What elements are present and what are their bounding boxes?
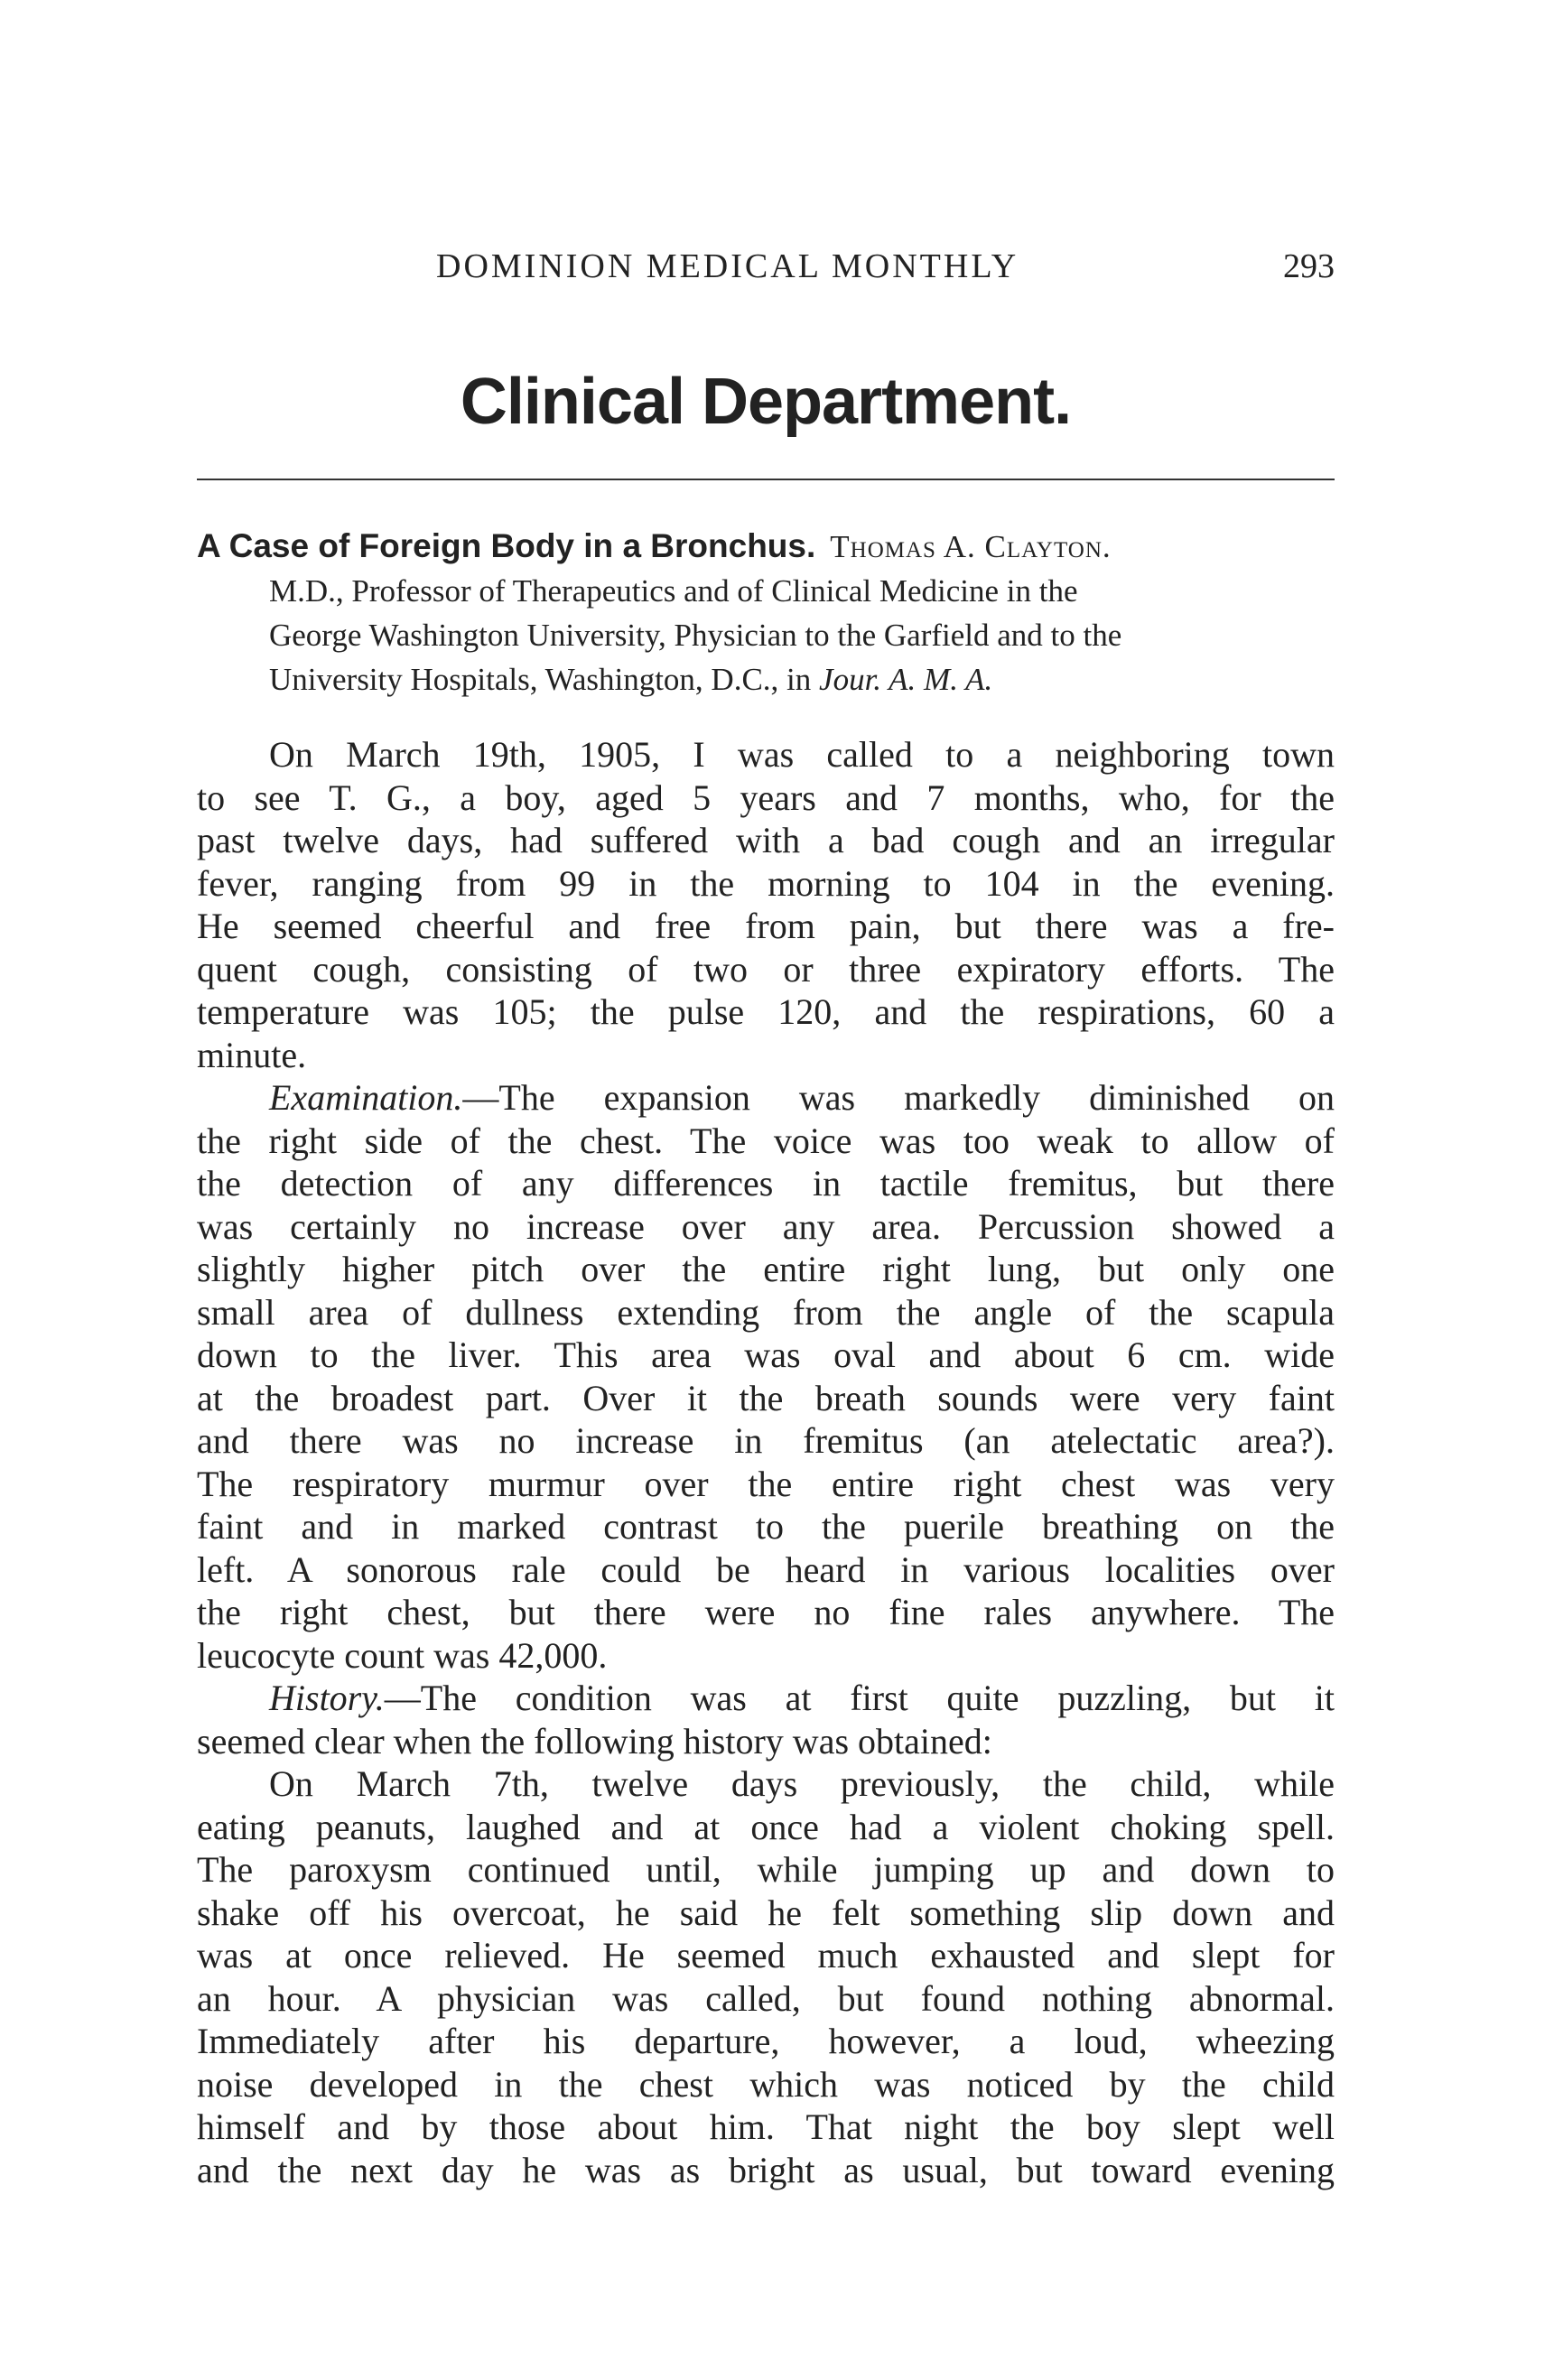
text-line: was at once relieved. He seemed much exhausted and slept for — [197, 1935, 1335, 1976]
text-line: seemed clear when the following history was obtained: — [197, 1720, 992, 1762]
section-title: Clinical Department. — [460, 366, 1072, 438]
text-line: quent cough, consisting of two or three expiratory efforts. The — [197, 948, 1335, 990]
examination-first-line — [197, 1076, 1335, 1120]
text-line: and the next day he was as bright as usual, but toward evening — [197, 2149, 1335, 2190]
article-heading — [197, 524, 1335, 702]
section-divider — [197, 479, 1335, 480]
credentials-text: University Hospitals, Washington, D.C., in — [269, 662, 812, 697]
text-line: slightly higher pitch over the entire right lung, but only one — [197, 1249, 1335, 1289]
text-line: temperature was 105; the pulse 120, and the respirations, 60 a — [197, 991, 1335, 1032]
text-line: to see T. G., a boy, aged 5 years and 7 months, who, for the — [197, 776, 1335, 818]
running-head — [197, 239, 1335, 293]
text-line: small area of dullness extending from the angle of the scapula — [197, 1291, 1335, 1333]
examination-label: Examination. — [269, 1077, 463, 1118]
text-line: at the broadest part. Over it the breath sounds were very faint — [197, 1377, 1335, 1418]
text-line: minute. — [197, 1034, 307, 1075]
article-body — [197, 733, 1335, 2191]
text-line: On March 7th, twelve days previously, the child, while — [269, 1763, 1335, 1804]
text-line: Immediately after his departure, however, a loud, wheezing — [197, 2021, 1335, 2061]
article-title-line — [197, 524, 1335, 569]
text-line: an hour. A physician was called, but found nothing abnormal. — [197, 1977, 1335, 2019]
article-author: Thomas A. Clayton. — [830, 529, 1112, 564]
page-number: 293 — [1283, 247, 1335, 285]
history-label: History. — [269, 1678, 385, 1718]
text-line: eating peanuts, laughed and at once had a violent choking spell. — [197, 1806, 1335, 1847]
text-line: noise developed in the chest which was noticed by the child — [197, 2063, 1335, 2105]
text-line: fever, ranging from 99 in the morning to 104 in the evening. — [197, 862, 1335, 904]
credentials-line: M.D., Professor of Therapeutics and of Clinical Medicine in the — [269, 573, 1078, 609]
text-line: leucocyte count was 42,000. — [197, 1634, 608, 1676]
text-line: himself and by those about him. That night the boy slept well — [197, 2106, 1335, 2147]
running-title: DOMINION MEDICAL MONTHLY — [436, 247, 1019, 285]
text-line: shake off his overcoat, he said he felt something slip down and — [197, 1892, 1335, 1933]
text-line: the right chest, but there were no fine rales anywhere. The — [197, 1592, 1335, 1632]
credentials-line: George Washington University, Physician to the Garfield and to the — [269, 618, 1122, 653]
text-line: down to the liver. This area was oval and about 6 cm. wide — [197, 1334, 1335, 1375]
text-line: and there was no increase in fremitus (an atelectatic area?). — [197, 1420, 1335, 1461]
text-line: The paroxysm continued until, while jumping up and down to — [197, 1849, 1335, 1890]
history-first-line — [197, 1677, 1335, 1720]
examination-text: —The expansion was markedly diminished on — [462, 1077, 1335, 1118]
text-line: the detection of any differences in tactile fremitus, but there — [197, 1163, 1335, 1204]
journal-name: Jour. A. M. A. — [819, 662, 993, 697]
history-text: —The condition was at first quite puzzling, but it — [384, 1678, 1335, 1718]
text-line: The respiratory murmur over the entire right chest was very — [197, 1463, 1335, 1504]
text-line: was certainly no increase over any area. Percussion showed a — [197, 1205, 1335, 1247]
text-line: He seemed cheerful and free from pain, but there was a fre- — [197, 906, 1335, 946]
text-line: faint and in marked contrast to the puerile breathing on the — [197, 1506, 1335, 1547]
text-line: On March 19th, 1905, I was called to a neighboring town — [269, 734, 1335, 775]
article-title: A Case of Foreign Body in a Bronchus. — [197, 527, 816, 564]
text-line: past twelve days, had suffered with a bad cough and an irregular — [197, 820, 1335, 860]
credentials-line — [197, 657, 1335, 702]
text-line: the right side of the chest. The voice was too weak to allow of — [197, 1120, 1335, 1161]
text-line: left. A sonorous rale could be heard in various localities over — [197, 1548, 1335, 1590]
